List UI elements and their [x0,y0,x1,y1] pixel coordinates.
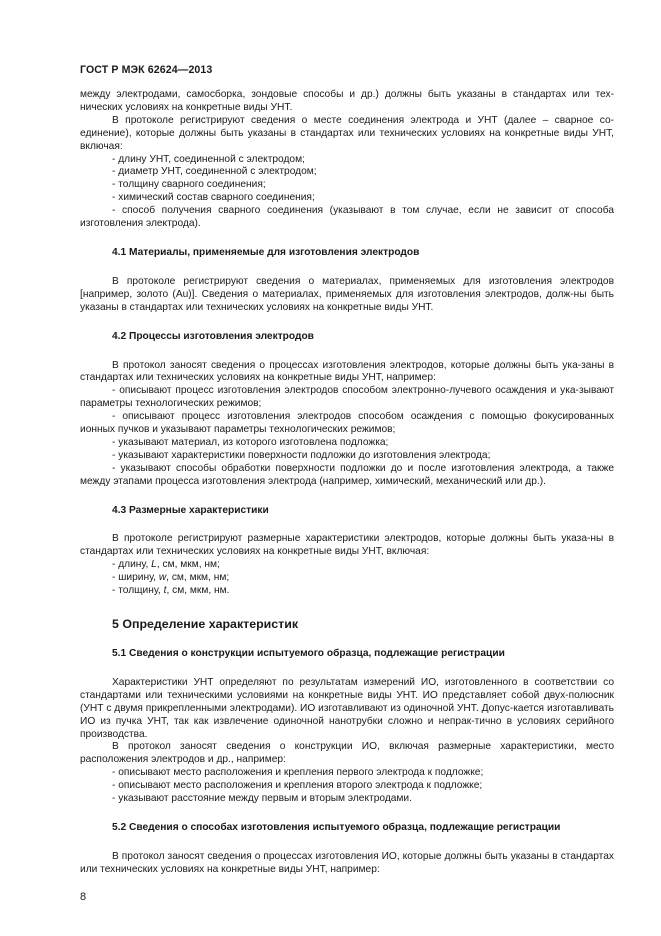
section-heading-5: 5 Определение характеристик [112,617,299,631]
list-item: - диаметр УНТ, соединенной с электродом; [112,166,317,178]
paragraph: Характеристики УНТ определяют по результатам измерений ИО, изготовленного в соответствии со стандартами или техническими условиями на конкретные виды УНТ. ИО представляет собой двух-полюсник (УНТ с двумя прикрепленными электродами). ИО изготавливают из одиночной УНТ. Допус-кается изготавливать ИО из пучка УНТ, так как извлечение одиночной нанотрубки сложно и непрак-тично в условиях серийного производства. [80,676,614,740]
list-item: - описывают место расположения и крепления первого электрода к подложке; [112,767,484,779]
page-number: 8 [80,891,87,903]
section-heading-5-1: 5.1 Сведения о конструкции испытуемого образца, подлежащие регистрации [112,648,505,659]
list-item: - описывают процесс изготовления электродов способом осаждения с помощью фокусированных ионных пучков и указывают параметры технологических режимов; [80,411,614,436]
section-heading-4-2: 4.2 Процессы изготовления электродов [112,330,314,342]
paragraph: В протокол заносят сведения о процессах изготовления электродов, которые должны быть ука-заны в стандартах или технических условиях на конкретные виды УНТ, например: [80,359,614,384]
list-item: - химический состав сварного соединения; [112,192,315,204]
symbol-length: L [151,559,157,571]
list-item: - указывают характеристики поверхности подложки до изготовления электрода; [112,449,491,461]
list-item: - описывают процесс изготовления электродов способом электронно-лучевого осаждения и ука-зывают параметры технологических режимов; [80,385,614,410]
document-header: ГОСТ Р МЭК 62624—2013 [80,64,213,76]
paragraph: В протоколе регистрируют размерные характеристики электродов, которые должны быть указа-ны в стандартах или технических условиях на конкретные виды УНТ, включая: [80,533,614,558]
list-item: - толщину сварного соединения; [112,179,266,191]
item-text: - длину, [112,559,152,571]
paragraph: В протоколе регистрируют сведения о месте соединения электрода и УНТ (далее – сварное со-единение), которые должны быть указаны в стандартах или технических условиях на конкретные виды УНТ, включая: [80,114,614,152]
paragraph: В протокол заносят сведения о процессах изготовления ИО, которые должны быть указаны в стандартах или технических условиях на конкретные виды УНТ, например: [80,850,614,875]
list-item: - указывают материал, из которого изготовлена подложка; [112,436,389,448]
document-body [80,89,614,877]
paragraph: В протоколе регистрируют сведения о материалах, применяемых для изготовления электродов [например, золото (Au)]. Сведения о материалах, применяемых для изготовления электродов, долж-ны быть указаны в стандартах или технических условиях на конкретные виды УНТ. [80,275,614,313]
list-item: - описывают место расположения и крепления второго электрода к подложке; [112,780,483,792]
symbol-width: w [158,572,167,584]
item-text: - ширину, [112,572,159,584]
list-item: - указывают способы обработки поверхности подложки до и после изготовления электрода, а также между этапами процесса изготовления электрода (например, химический, механический или др.). [80,462,614,487]
list-item [80,585,614,598]
paragraph: В протокол заносят сведения о конструкции ИО, включая размерные характеристики, место расположения электродов и др., например: [80,741,614,766]
list-item [80,559,614,572]
list-item: - указывают расстояние между первым и вторым электродами. [112,793,412,805]
item-text: , см, мкм, нм. [166,585,230,597]
list-item: - длину УНТ, соединенной с электродом; [112,153,305,165]
section-heading-5-2: 5.2 Сведения о способах изготовления испытуемого образца, подлежащие регистрации [112,821,561,833]
item-text: - толщину, [112,585,164,597]
section-heading-4-3: 4.3 Размерные характеристики [112,504,269,516]
paragraph: между электродами, самосборка, зондовые способы и др.) должны быть указаны в стандартах или тех-нических условиях на конкретные виды УНТ. [80,89,614,113]
section-heading-4-1: 4.1 Материалы, применяемые для изготовления электродов [112,246,420,258]
item-text: , см, мкм, нм; [166,572,230,584]
list-item [80,572,614,585]
list-item: - способ получения сварного соединения (указывают в том случае, если не зависит от способа изготовления электрода). [80,205,614,230]
symbol-thickness: t [163,585,167,597]
item-text: , см, мкм, нм; [156,559,220,571]
